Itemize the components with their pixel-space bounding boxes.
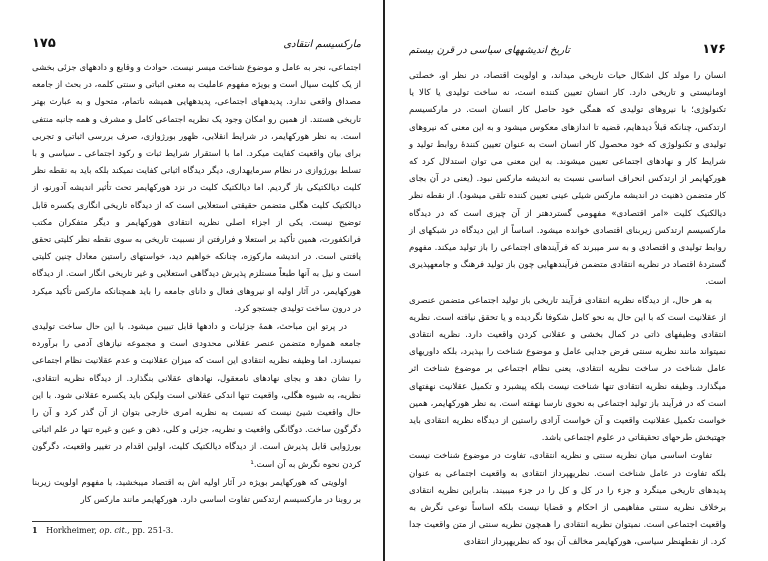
footnote-author: Horkheimer,: [46, 526, 97, 536]
footnote-pages: pp. 251-3.: [132, 526, 174, 536]
paragraph: اولویتی که هورکهایمر بویژه در آثار اولیه اش به اقتصاد میبخشید، با مفهوم اولویت زیربنا بر روبنا در مارکسیسم ارتدکس تفاوت اساسی دارد. هورکهایمر مانند مارکس کار: [32, 477, 361, 506]
left-page: [0, 0, 383, 561]
footnote-divider: [32, 521, 142, 522]
right-page-body: [409, 68, 726, 552]
paragraph: تفاوت اساسی میان نظریه سنتی و نظریه انتقادی، تفاوت در موضوع شناخت نیست بلکه تفاوت در عامل شناخت است. نظریهپرداز انتقادی به واقعیت اجتماعی به عنوان پدیدهای تاریخی مینگرد و جزء را در کل و کل را در جزء میبیند. بنابراین نظریه انتقادی برخلاف نظریه سنتی مفاهیمی از احکام و قضایا نیست بلکه اساساً نوعی نگرش به واقعیت اجتماعی است. نمیتوان نظریه انتقادی را همچون نظریه سنتی از متن واقعیت جدا کرد. از نقطهنظر سیاسی، هورکهایمر مخالف آن بود که نظریهپرداز انتقادی: [409, 451, 726, 548]
paragraph: به هر حال، از دیدگاه نظریه انتقادی فرآیند تاریخی باز تولید اجتماعی متضمن عنصری از عقلانیت است که با این حال به نحو کامل شکوفا نگردیده و یا تحقق نیافته است. نظریه انتقادی وظیفهای ذاتی در کمال بخشی و عقلانی کردن واقعیت دارد. نظریه انتقادی نمیتواند مانند نظریه سنتی فرض جدایی عامل و موضوع شناخت را بپذیرد، بلکه داوریهای عامل شناخت در ساخت نظریه انتقادی، یعنی نظام اجتماعی بر موضوع شناخت اثر میگذارد. وظیفه نظریه انتقادی تنها شناخت نیست بلکه پیشبرد و تکمیل عقلانیت نهفتهای است که در فرآیند باز تولید اجتماعی به نحوی نارسا نهفته است. به نظر هورکهایمر، همین خواست تکمیل عقلانیت واقعیت و آن خواست آزادی راستین از دیدگاه نظریه انتقادی باید جهتبخش طرحهای تحقیقاتی در علوم اجتماعی باشد.: [409, 295, 726, 444]
paragraph: اجتماعی، نجر به عامل و موضوع شناخت میسر نیست. حوادث و وقایع و دادههای جزئی بخشی از یک کلیت سیال است و بویژه مفهوم عاملیت به معنی اثباتی و سنتی کلمه، در بحث از جامعه مصداق واقعی ندارد. پدیدههای اجتماعی، پدیدههایی همیشه ناتمام، متحول و به عبارت بهتر تاریخی هستند. از همین رو امکان وجود یک نظریه اجتماعی کامل و مشرف و همه جانبه منتفی است. به نظر هورکهایمر، در شرایط انقلابی، ظهور بورژوازی، صرف بررسی اثباتی و تجربی برای بیان واقعیت کفایت میکرد. اما با استقرار شرایط ثبات و رکود اجتماعی ـ سیاسی و با تسلط بورژوازی در نظام سرمایهداری، دیگر دیدگاه اثباتی کفایت نمیکند بلکه باید به نقطه نظر کلیت دیالکتیکی باز گردیم. اما دیالکتیک کلیت در نزد هورکهایمر تحت تأثیر اندیشه آدورنو، از دیالکتیک کلیت هگلی متضمن حقیقتی استعلایی است که از دیدگاه تاریخی انگاری یکسره قابل توضیح نیست. یکی از اجزاء اصلی نظریه انتقادی هورکهایمر و دیگر متفکران مکتب فرانکفورت، همین تأکید بر استعلا و فرارفتن از نسبیت تاریخی به سوی نقطه نظر کلیتی تحقق یافتنی است. در اندیشه مارکوزه، چنانکه خواهیم دید، خواستهای راستین معادل چنین کلیتی است و نیل به آنها طبعاً مستلزم پذیرش دیدگاهی استعلایی و غیر تاریخی انگار است. از دیدگاه هورکهایمر، در آثار اولیه او نیروهای فعال و دانای جامعه را باید همچنانکه مارکس تأکید میکرد در درون ساخت تولیدی جستجو کرد.: [32, 63, 361, 314]
footnote: [32, 525, 361, 535]
right-page: [385, 0, 768, 561]
paragraph: در پرتو این مباحث، همهٔ جزئیات و دادهها قابل تبیین میشود. با این حال ساخت تولیدی جامعه همواره متضمن عنصر عقلانی محدودی است و مجموعه نیازهای آدمی را برآورده نمیسازد. اما وظیفه نظریه انتقادی این است که میزان عقلانیت و عدم عقلانیت نظام اجتماعی را نشان دهد و بجای نهادهای نامعقول، نهادهای عقلانی بنگذارد. از دیدگاه نظریه انتقادی، نظریه، به شیوه هگلی، واقعیت تنها اندکی عقلانی است ولیکن باید یکسره عقلانی شود. با این حال واقعیت شیئ نیست که نسبت به نظریه امری خارجی بتوان از آن گذر کرد و آن را دگرگون ساخت. دوگانگی واقعیت و نظریه، جزئی و کلی، ذهن و عین و غیره تنها در علم اثباتی بورژوایی قابل پذیرش است. از دیدگاه دیالکتیک کلیت، اولین اقدام در تغییر واقعیت، دگرگون کردن نحوه نگرش به آن است.¹: [32, 322, 361, 470]
footnote-ref: op. cit.,: [99, 526, 130, 536]
footnote-number: 1: [32, 525, 38, 536]
right-page-header: [409, 42, 726, 60]
left-page-body: [32, 60, 361, 509]
left-page-header: [32, 36, 361, 54]
running-title: مارکسیسم انتقادی: [283, 39, 361, 50]
running-title: تاریخ اندیشههای سیاسی در قرن بیستم: [409, 45, 570, 56]
page-number: ۱۷۵: [32, 36, 56, 51]
paragraph: انسان را مولد کل اشکال حیات تاریخی میداند، و اولویت اقتصاد، در نظر او، خصلتی اومانیستی و تاریخی دارد. کار انسان تعیین کننده است، نه ساخت تولیدی یا کالا یا تکنولوژی؛ با نیروهای تولیدی که همگی خود حاصل کار انسان است. در مارکسیسم ارتدکس، چنانکه قبلاً دیدهایم، قضیه تا اندازهای معکوس میشود و به این معنی که نیروهای تولیدی و تکنولوژی که خود محصول کار انسان است به عنوان تعیین کنندهٔ روابط تولید و شرایط کار و نهادهای اجتماعی تعیین میشوند. به این معنی می توان استدلال کرد که هورکهایمر از ارتدکس انحراف اساسی نسبت به اندیشه مارکس نبود. (یعنی در آن بجای کار متضمن ذهنیت در اندیشه مارکس شیئی عینی تعیین کننده تلقی میشود). از نقطه نظر دیالکتیک کلیت «امر اقتصادی» مفهومی گستردهتر از آن چیزی است که در دیدگاه مارکسیسم ارتدکس زیربنای اقتصادی خوانده میشود. اساساً از این دیدگاه در شبکهای از روابط تولیدی و اقتصادی و به سر میبرند که فرآیندهای اجتماعی را باز تولید میکند. مفهوم گستردهٔ اقتصاد در نظریه انتقادی متضمن فرآیندههایی چون باز تولید فرهنگ و جامعهپذیری است.: [409, 71, 726, 288]
page-number: ۱۷۶: [702, 42, 726, 57]
